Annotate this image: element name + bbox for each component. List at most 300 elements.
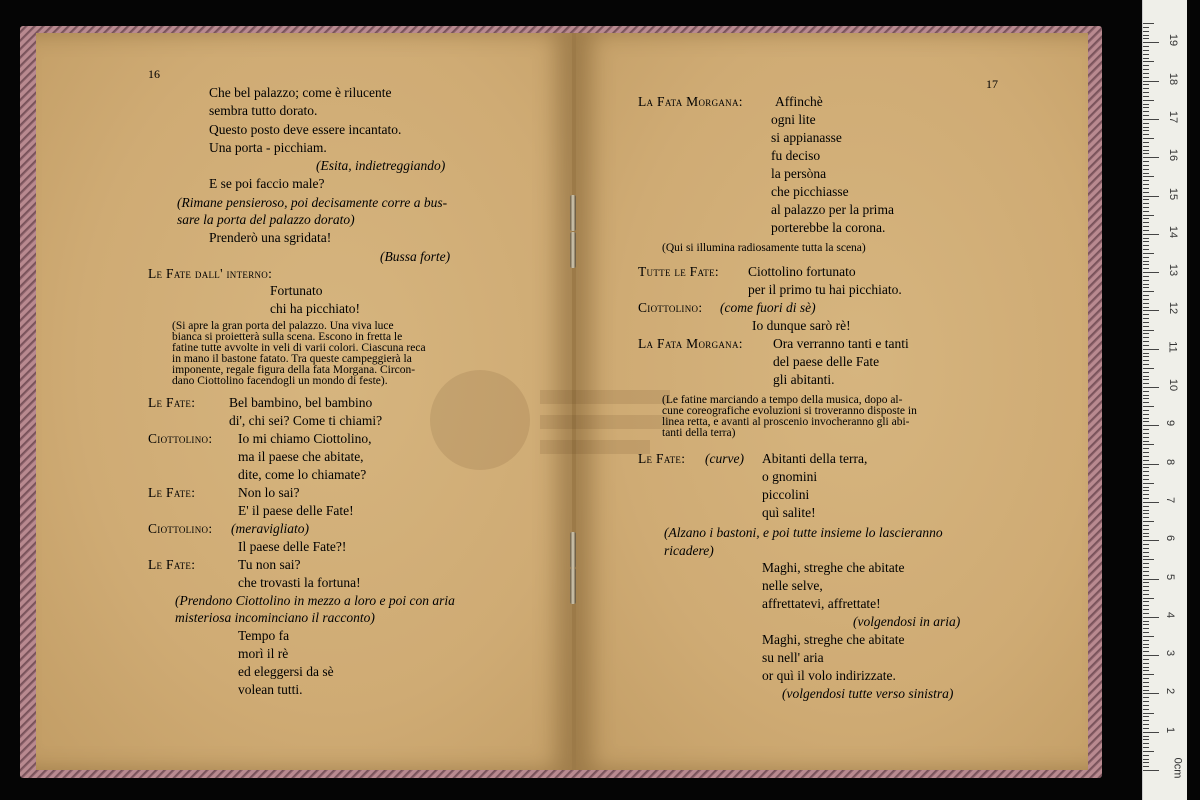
ruler-tick	[1143, 724, 1149, 725]
ruler-tick	[1143, 429, 1149, 430]
ruler-tick	[1143, 287, 1149, 288]
ruler-tick	[1143, 295, 1149, 296]
ruler-tick	[1143, 613, 1149, 614]
ruler-tick	[1143, 425, 1159, 426]
text-line: morì il rè	[238, 646, 289, 661]
stage-direction: (Alzano i bastoni, e poi tutte insieme lo lascieranno	[664, 525, 943, 540]
stage-direction: ricadere)	[664, 543, 714, 558]
ruler-tick	[1143, 663, 1149, 664]
ruler-tick	[1143, 690, 1149, 691]
ruler-tick	[1143, 475, 1149, 476]
speaker-label: Le Fate:	[148, 557, 196, 572]
text-line: fu deciso	[771, 148, 821, 163]
ruler-label: 2	[1164, 688, 1177, 695]
ruler-tick	[1143, 697, 1149, 698]
ruler-tick	[1143, 150, 1149, 151]
ruler-tick	[1143, 705, 1149, 706]
ruler-tick	[1143, 471, 1149, 472]
ruler-tick	[1143, 502, 1159, 503]
stage-direction: imponente, regale figura della fata Morgana. Circon-	[172, 364, 416, 376]
staple-icon	[570, 232, 576, 268]
ruler-tick	[1143, 157, 1159, 158]
stage-direction: (volgendosi tutte verso sinistra)	[782, 686, 954, 701]
ruler-tick	[1143, 510, 1149, 511]
ruler-tick	[1143, 257, 1149, 258]
text-line: ogni lite	[771, 112, 816, 127]
text-line: Tempo fa	[238, 628, 290, 643]
ruler-tick	[1143, 360, 1149, 361]
ruler-tick	[1143, 119, 1159, 120]
ruler-tick	[1143, 567, 1149, 568]
text-line: E' il paese delle Fate!	[238, 503, 354, 518]
ruler-label: 1	[1164, 726, 1177, 733]
text-line: ed eleggersi da sè	[238, 664, 334, 679]
ruler-tick	[1143, 452, 1149, 453]
ruler-tick	[1143, 222, 1149, 223]
ruler-tick	[1143, 92, 1149, 93]
ruler-tick	[1143, 130, 1149, 131]
text-line: si appianasse	[771, 130, 842, 145]
ruler-tick	[1143, 333, 1149, 334]
ruler-tick	[1143, 674, 1154, 675]
stage-direction: misteriosa incominciano il racconto)	[175, 610, 375, 625]
ruler-tick	[1143, 349, 1159, 350]
ruler-tick	[1143, 624, 1149, 625]
ruler-tick	[1143, 544, 1149, 545]
ruler-tick	[1143, 529, 1149, 530]
ruler-tick	[1143, 479, 1149, 480]
ruler-tick	[1143, 644, 1149, 645]
ruler-tick	[1143, 284, 1149, 285]
stage-direction: (come fuori di sè)	[720, 300, 816, 315]
ruler-tick	[1143, 402, 1149, 403]
ruler-tick	[1143, 636, 1154, 637]
ruler-tick	[1143, 69, 1149, 70]
stage-direction: cune coreografiche evoluzioni si troveranno disposte in	[662, 405, 917, 417]
ruler-tick	[1143, 490, 1149, 491]
ruler-tick	[1143, 77, 1149, 78]
ruler-label: 12	[1167, 302, 1180, 315]
ruler-tick	[1143, 421, 1149, 422]
ruler-tick	[1143, 50, 1149, 51]
ruler-tick	[1143, 276, 1149, 277]
text-line: Questo posto deve essere incantato.	[209, 122, 402, 137]
ruler-tick	[1143, 448, 1149, 449]
ruler-tick	[1143, 176, 1154, 177]
ruler-tick	[1143, 536, 1149, 537]
ruler-tick	[1143, 337, 1149, 338]
ruler-tick	[1143, 586, 1149, 587]
text-line: Che bel palazzo; come è rilucente	[209, 85, 392, 100]
ruler-tick	[1143, 38, 1149, 39]
text-line: quì salite!	[762, 505, 816, 520]
speaker-label: Ciottolino:	[638, 300, 703, 315]
text-line: piccolini	[762, 487, 810, 502]
text-line: Il paese delle Fate?!	[238, 539, 347, 554]
ruler-tick	[1143, 341, 1149, 342]
ruler-tick	[1143, 249, 1149, 250]
ruler-tick	[1143, 441, 1149, 442]
ruler-tick	[1143, 766, 1149, 767]
ruler-tick	[1143, 245, 1149, 246]
text-line: Abitanti della terra,	[762, 451, 868, 466]
stage-direction: (Prendono Ciottolino in mezzo a loro e poi con aria	[175, 593, 455, 608]
ruler-label: 7	[1164, 496, 1177, 503]
ruler-tick	[1143, 605, 1149, 606]
text-line: del paese delle Fate	[773, 354, 880, 369]
ruler-tick	[1143, 218, 1149, 219]
ruler-tick	[1143, 398, 1149, 399]
ruler-tick	[1143, 299, 1149, 300]
ruler-tick	[1143, 280, 1149, 281]
text-line: Prenderò una sgridata!	[209, 230, 332, 245]
ruler-tick	[1143, 115, 1149, 116]
ruler-tick	[1143, 410, 1149, 411]
ruler-tick	[1143, 506, 1149, 507]
ruler-tick	[1143, 272, 1159, 273]
ruler-tick	[1143, 326, 1149, 327]
ruler-tick	[1143, 314, 1149, 315]
ruler-label: 14	[1167, 225, 1180, 238]
ruler-tick	[1143, 322, 1149, 323]
text-line: o gnomini	[762, 469, 818, 484]
ruler-tick	[1143, 138, 1154, 139]
ruler-tick	[1143, 96, 1149, 97]
ruler-tick	[1143, 467, 1149, 468]
ruler-tick	[1143, 391, 1149, 392]
ruler-tick	[1143, 35, 1149, 36]
ruler-tick	[1143, 180, 1149, 181]
text-line: al palazzo per la prima	[771, 202, 894, 217]
text-line: porterebbe la corona.	[771, 220, 886, 235]
speaker-label: Le Fate:	[148, 395, 196, 410]
ruler-tick	[1143, 464, 1159, 465]
ruler-tick	[1143, 548, 1149, 549]
ruler-tick	[1143, 751, 1154, 752]
ruler-tick	[1143, 617, 1159, 618]
ruler-tick	[1143, 667, 1149, 668]
measurement-ruler	[1142, 0, 1187, 800]
ruler-tick	[1143, 747, 1149, 748]
ruler-tick	[1143, 379, 1149, 380]
ruler-tick	[1143, 318, 1149, 319]
text-line: Ora verranno tanti e tanti	[773, 336, 909, 351]
text-line: Io mi chiamo Ciottolino,	[238, 431, 372, 446]
text-line: Maghi, streghe che abitate	[762, 632, 905, 647]
speaker-label: Ciottolino:	[148, 521, 213, 536]
text-line: ma il paese che abitate,	[238, 449, 364, 464]
ruler-tick	[1143, 414, 1149, 415]
ruler-tick	[1143, 192, 1149, 193]
stage-direction: (Esita, indietreggiando)	[316, 158, 446, 173]
ruler-tick	[1143, 330, 1154, 331]
ruler-tick	[1143, 601, 1149, 602]
speaker-label: La Fata Morgana:	[638, 94, 743, 109]
stage-direction: (volgendosi in aria)	[853, 614, 961, 629]
ruler-tick	[1143, 659, 1149, 660]
ruler-tick	[1143, 387, 1159, 388]
ruler-tick	[1143, 556, 1149, 557]
text-line: Ciottolino fortunato	[748, 264, 856, 279]
stage-direction: linea retta, e avanti al proscenio invocheranno gli abi-	[662, 416, 910, 428]
ruler-tick	[1143, 111, 1149, 112]
ruler-tick	[1143, 230, 1149, 231]
staple-icon	[570, 195, 576, 231]
ruler-tick	[1143, 307, 1149, 308]
speaker-label: Tutte le Fate:	[638, 264, 719, 279]
ruler-tick	[1143, 736, 1149, 737]
ruler-tick	[1143, 621, 1149, 622]
ruler-tick	[1143, 196, 1159, 197]
speaker-label: La Fata Morgana:	[638, 336, 743, 351]
speaker-label: Ciottolino:	[148, 431, 213, 446]
ruler-tick	[1143, 184, 1149, 185]
ruler-tick	[1143, 310, 1159, 311]
ruler-tick	[1143, 215, 1154, 216]
ruler-tick	[1143, 743, 1149, 744]
ruler-label: 9	[1164, 420, 1177, 427]
stage-direction: sare la porta del palazzo dorato)	[177, 212, 355, 227]
ruler-tick	[1143, 261, 1149, 262]
ruler-tick	[1143, 42, 1159, 43]
ruler-tick	[1143, 226, 1149, 227]
staple-icon	[570, 568, 576, 604]
ruler-tick	[1143, 460, 1149, 461]
text-line: la persòna	[771, 166, 827, 181]
ruler-tick	[1143, 356, 1149, 357]
stage-direction: bianca si proietterà sulla scena. Escono in fretta le	[172, 331, 403, 343]
text-line: che picchiasse	[771, 184, 849, 199]
ruler-tick	[1143, 651, 1149, 652]
ruler-label: 19	[1167, 34, 1180, 47]
ruler-tick	[1143, 552, 1149, 553]
ruler-tick	[1143, 364, 1149, 365]
ruler-tick	[1143, 207, 1149, 208]
text-line: Non lo sai?	[238, 485, 300, 500]
ruler-label: 5	[1164, 573, 1177, 580]
stage-direction: (Le fatine marciando a tempo della musica, dopo al-	[662, 394, 903, 406]
ruler-tick	[1143, 598, 1154, 599]
text-line: Maghi, streghe che abitate	[762, 560, 905, 575]
ruler-tick	[1143, 169, 1149, 170]
speaker-label: Le Fate dall' interno:	[148, 266, 273, 281]
ruler-tick	[1143, 487, 1149, 488]
text-line: Una porta - picchiam.	[209, 140, 327, 155]
ruler-label: 4	[1164, 611, 1177, 618]
ruler-tick	[1143, 533, 1149, 534]
ruler-tick	[1143, 571, 1149, 572]
ruler-tick	[1143, 372, 1149, 373]
ruler-tick	[1143, 483, 1154, 484]
ruler-tick	[1143, 345, 1149, 346]
text-line: chi ha picchiato!	[270, 301, 360, 316]
ruler-tick	[1143, 575, 1149, 576]
text-line: nelle selve,	[762, 578, 823, 593]
ruler-tick	[1143, 65, 1149, 66]
ruler-tick	[1143, 762, 1149, 763]
text-line: dite, come lo chiamate?	[238, 467, 367, 482]
ruler-tick	[1143, 241, 1149, 242]
ruler-tick	[1143, 406, 1154, 407]
ruler-tick	[1143, 590, 1149, 591]
ruler-label: 10	[1167, 378, 1180, 392]
ruler-tick	[1143, 165, 1149, 166]
ruler-label: 17	[1167, 110, 1180, 124]
text-line: per il primo tu hai picchiato.	[748, 282, 902, 297]
stage-direction: (meravigliato)	[231, 521, 309, 536]
ruler-tick	[1143, 716, 1149, 717]
ruler-tick	[1143, 238, 1149, 239]
text-line: affrettatevi, affrettate!	[762, 596, 881, 611]
text-line: Affinchè	[775, 94, 823, 109]
text-line: di', chi sei? Come ti chiami?	[229, 413, 383, 428]
ruler-tick	[1143, 368, 1154, 369]
stage-direction: (Qui si illumina radiosamente tutta la scena)	[662, 242, 866, 254]
ruler-tick	[1143, 770, 1159, 771]
text-line: su nell' aria	[762, 650, 824, 665]
ruler-label: 13	[1167, 263, 1180, 277]
text-line: Io dunque sarò rè!	[752, 318, 851, 333]
ruler-label: 15	[1167, 187, 1180, 200]
text-line: gli abitanti.	[773, 372, 835, 387]
ruler-tick	[1143, 418, 1149, 419]
page-number: 17	[986, 77, 998, 91]
ruler-tick	[1143, 153, 1149, 154]
ruler-tick	[1143, 609, 1149, 610]
ruler-tick	[1143, 268, 1149, 269]
speaker-label: Le Fate:	[148, 485, 196, 500]
ruler-tick	[1143, 188, 1149, 189]
text-line: or quì il volo indirizzate.	[762, 668, 896, 683]
ruler-tick	[1143, 146, 1149, 147]
ruler-tick	[1143, 27, 1149, 28]
ruler-tick	[1143, 720, 1149, 721]
ruler-tick	[1143, 444, 1154, 445]
stage-direction: (Si apre la gran porta del palazzo. Una viva luce	[172, 320, 394, 332]
text-line: sembra tutto dorato.	[209, 103, 318, 118]
ruler-tick	[1143, 559, 1154, 560]
ruler-tick	[1143, 582, 1149, 583]
ruler-label: 18	[1167, 72, 1180, 85]
stage-direction: tanti della terra)	[662, 427, 736, 439]
ruler-tick	[1143, 433, 1149, 434]
ruler-tick	[1143, 713, 1154, 714]
text-line: Tu non sai?	[238, 557, 301, 572]
ruler-tick	[1143, 655, 1159, 656]
ruler-tick	[1143, 709, 1149, 710]
ruler-tick	[1143, 104, 1149, 105]
ruler-label: 16	[1167, 149, 1180, 162]
ruler-tick	[1143, 303, 1149, 304]
ruler-tick	[1143, 759, 1149, 760]
ruler-tick	[1143, 54, 1149, 55]
ruler-tick	[1143, 173, 1149, 174]
ruler-tick	[1143, 686, 1149, 687]
text-line: volean tutti.	[238, 682, 303, 697]
speaker-label: Le Fate:	[638, 451, 686, 466]
ruler-tick	[1143, 142, 1149, 143]
ruler-tick	[1143, 353, 1149, 354]
ruler-tick	[1143, 525, 1149, 526]
ruler-tick	[1143, 203, 1149, 204]
ruler-tick	[1143, 395, 1149, 396]
ruler-tick	[1143, 632, 1149, 633]
stage-direction: dano Ciottolino facendogli un mondo di feste).	[172, 375, 388, 387]
ruler-tick	[1143, 107, 1149, 108]
ruler-label: 11	[1166, 340, 1179, 353]
ruler-tick	[1143, 640, 1149, 641]
ruler-tick	[1143, 253, 1154, 254]
stage-direction: fatine tutte avvolte in veli di varii colori. Ciascuna reca	[172, 342, 426, 354]
ruler-label: 6	[1164, 535, 1177, 542]
ruler-tick	[1143, 376, 1149, 377]
ruler-tick	[1143, 456, 1149, 457]
ruler-tick	[1143, 23, 1154, 24]
ruler-tick	[1143, 61, 1154, 62]
ruler-tick	[1143, 693, 1159, 694]
ruler-tick	[1143, 563, 1149, 564]
ruler-tick	[1143, 755, 1149, 756]
ruler-tick	[1143, 31, 1149, 32]
ruler-tick	[1143, 134, 1149, 135]
ruler-tick	[1143, 670, 1149, 671]
ruler-tick	[1143, 647, 1149, 648]
stage-direction: (curve)	[705, 451, 744, 466]
stage-direction: (Bussa forte)	[380, 249, 451, 264]
ruler-tick	[1143, 732, 1159, 733]
ruler-tick	[1143, 291, 1154, 292]
ruler-tick	[1143, 494, 1149, 495]
ruler-label: 0cm	[1171, 757, 1184, 779]
ruler-tick	[1143, 58, 1149, 59]
ruler-tick	[1143, 84, 1149, 85]
text-line: Fortunato	[270, 283, 323, 298]
ruler-tick	[1143, 88, 1149, 89]
ruler-tick	[1143, 739, 1149, 740]
stage-direction: in mano il bastone fatato. Tra queste campeggierà la	[172, 353, 412, 365]
ruler-tick	[1143, 682, 1149, 683]
ruler-tick	[1143, 498, 1149, 499]
page-number: 16	[148, 67, 160, 81]
text-line: E se poi faccio male?	[209, 176, 325, 191]
staple-icon	[570, 532, 576, 568]
stage-direction: (Rimane pensieroso, poi decisamente corre a bus-	[177, 195, 448, 210]
text-line: Bel bambino, bel bambino	[229, 395, 373, 410]
ruler-tick	[1143, 517, 1149, 518]
ruler-tick	[1143, 540, 1159, 541]
ruler-tick	[1143, 46, 1149, 47]
text-line: che trovasti la fortuna!	[238, 575, 361, 590]
ruler-label: 8	[1164, 458, 1177, 465]
ruler-tick	[1143, 234, 1159, 235]
ruler-tick	[1143, 123, 1149, 124]
ruler-tick	[1143, 161, 1149, 162]
ruler-tick	[1143, 678, 1149, 679]
ruler-tick	[1143, 594, 1149, 595]
ruler-tick	[1143, 701, 1149, 702]
ruler-tick	[1143, 521, 1154, 522]
ruler-tick	[1143, 383, 1149, 384]
ruler-tick	[1143, 628, 1149, 629]
ruler-tick	[1143, 127, 1149, 128]
ruler-tick	[1143, 579, 1159, 580]
ruler-tick	[1143, 264, 1149, 265]
ruler-tick	[1143, 211, 1149, 212]
ruler-tick	[1143, 728, 1149, 729]
ruler-tick	[1143, 513, 1149, 514]
ruler-tick	[1143, 73, 1149, 74]
ruler-tick	[1143, 199, 1149, 200]
